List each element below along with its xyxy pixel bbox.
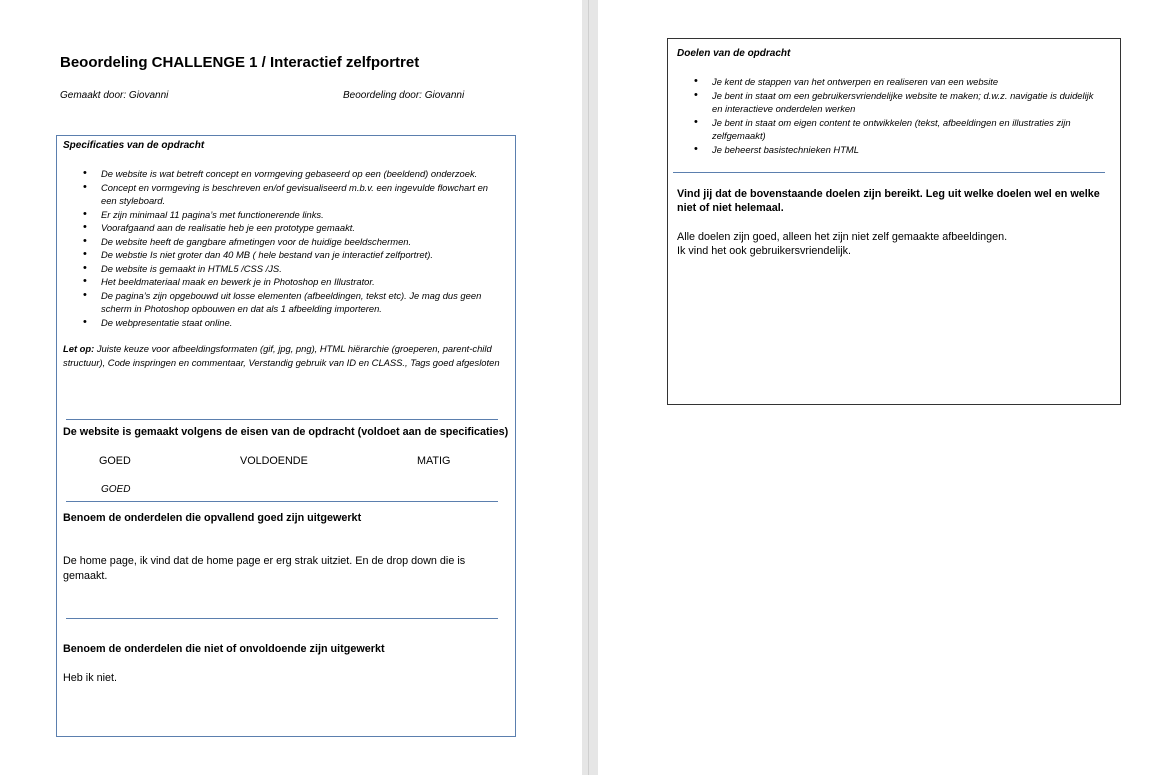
- made-by-label: Gemaakt door: Giovanni: [60, 90, 169, 101]
- list-item: • De pagina’s zijn opgebouwd uit losse elementen (afbeeldingen, tekst etc). Je mag dus geen scherm in Photoshop opbouwen en dat als 1 afbeelding importeren.: [81, 289, 501, 316]
- judged-by-label: Beoordeling door: Giovanni: [343, 90, 465, 101]
- goals-list: [692, 75, 1102, 156]
- question-goals: Vind jij dat de bovenstaande doelen zijn bereikt. Leg uit welke doelen wel en welke niet of niet helemaal.: [677, 188, 1100, 214]
- option-voldoende: VOLDOENDE: [240, 455, 308, 467]
- list-item: • Het beeldmateriaal maak en bewerk je in Photoshop en Illustrator.: [81, 275, 501, 289]
- specifications-box: [56, 135, 516, 737]
- list-item: • De website heeft de gangbare afmetingen voor de huidige beeldschermen.: [81, 235, 501, 249]
- list-item: • De webpresentatie staat online.: [81, 316, 501, 330]
- list-item: • Je bent in staat om eigen content te ontwikkelen (tekst, afbeeldingen en illustraties zijn zelfgemaakt): [692, 116, 1102, 143]
- specifications-list: [81, 167, 501, 329]
- question-specifications: De website is gemaakt volgens de eisen van de opdracht (voldoet aan de specificaties): [63, 426, 509, 438]
- list-item: • De webstie Is niet groter dan 40 MB ( hele bestand van je interactief zelfportret).: [81, 248, 501, 262]
- answer-weak-points: Heb ik niet.: [63, 672, 118, 684]
- option-matig: MATIG: [417, 455, 451, 467]
- answer-strong-points: De home page, ik vind dat de home page er erg strak uitziet. En de drop down die is gemaakt.: [63, 555, 466, 582]
- section-divider: [66, 618, 498, 619]
- specifications-heading: Specificaties van de opdracht: [63, 140, 205, 151]
- answer-goals-line-1: Alle doelen zijn goed, alleen het zijn niet zelf gemaakte afbeeldingen.: [677, 231, 1008, 243]
- answer-goals-line-2: Ik vind het ook gebruikersvriendelijk.: [677, 245, 852, 257]
- list-item: • Je kent de stappen van het ontwerpen en realiseren van een website: [692, 75, 1102, 89]
- list-item: • Concept en vormgeving is beschreven en/of gevisualiseerd m.b.v. een ingevulde flowchart en een styleboard.: [81, 181, 501, 208]
- list-item: • Je bent in staat om een gebruikersvriendelijke website te maken; d.w.z. navigatie is duidelijk en interactieve onderdelen werken: [692, 89, 1102, 116]
- section-divider: [66, 419, 498, 420]
- note-paragraph: [63, 342, 508, 369]
- list-item: • De website is gemaakt in HTML5 /CSS /JS.: [81, 262, 501, 276]
- note-text: Juiste keuze voor afbeeldingsformaten (gif, jpg, png), HTML hiërarchie (groeperen, parent-child structuur), Code inspringen en commentaar, Verstandig gebruik van ID en CLASS., Tags goed afgesloten: [63, 343, 500, 368]
- page-divider: [588, 0, 589, 775]
- document-title: Beoordeling CHALLENGE 1 / Interactief zelfportret: [60, 54, 420, 71]
- document-page-2: [598, 0, 1150, 775]
- note-label: Let op:: [63, 343, 95, 354]
- list-item: • Er zijn minimaal 11 pagina’s met functionerende links.: [81, 208, 501, 222]
- list-item: • Je beheerst basistechnieken HTML: [692, 143, 1102, 157]
- goals-heading: Doelen van de opdracht: [677, 48, 791, 59]
- question-strong-points: Benoem de onderdelen die opvallend goed zijn uitgewerkt: [63, 512, 362, 524]
- goals-box: [667, 38, 1121, 405]
- list-item: • De website is wat betreft concept en vormgeving gebaseerd op een (beeldend) onderzoek.: [81, 167, 501, 181]
- section-divider: [673, 172, 1105, 173]
- section-divider: [66, 501, 498, 502]
- page-gutter: [582, 0, 598, 775]
- selected-rating: GOED: [101, 484, 131, 495]
- option-goed: GOED: [99, 455, 131, 467]
- list-item: • Voorafgaand aan de realisatie heb je een prototype gemaakt.: [81, 221, 501, 235]
- question-weak-points: Benoem de onderdelen die niet of onvoldoende zijn uitgewerkt: [63, 643, 385, 655]
